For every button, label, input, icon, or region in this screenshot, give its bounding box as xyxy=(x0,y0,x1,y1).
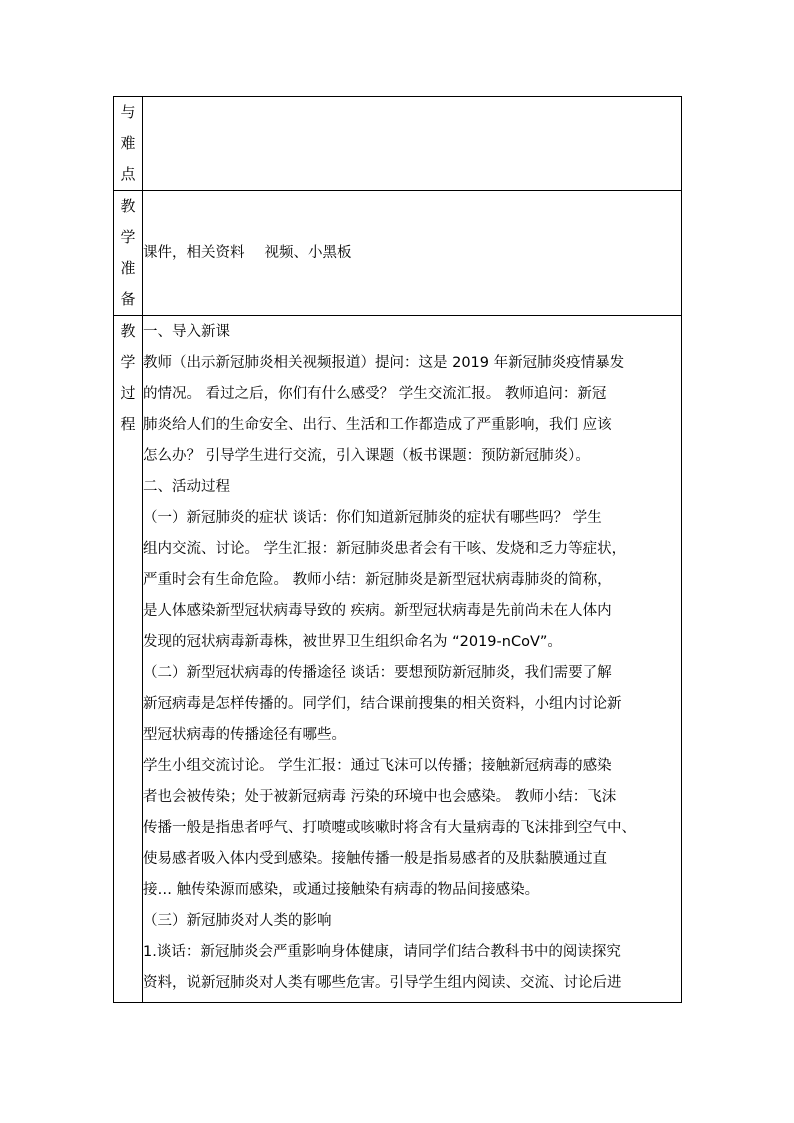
table-row-teaching-process xyxy=(114,316,682,1003)
paragraph-line: 怎么办？ 引导学生进行交流，引入课题（板书课题：预防新冠肺炎）。 xyxy=(143,448,590,464)
label-char: 准 xyxy=(120,259,136,277)
paragraph-line: 严重时会有生命危险。 教师小结：新冠肺炎是新型冠状病毒肺炎的简称， xyxy=(143,572,612,588)
row-content-process xyxy=(143,316,682,1003)
paragraph-line: 组内交流、讨论。 学生汇报：新冠肺炎患者会有干咳、发烧和乏力等症状， xyxy=(143,541,627,557)
paragraph-line: 接… 触传染源而感染，或通过接触染有病毒的物品间接感染。 xyxy=(143,882,540,898)
paragraph-line: （一）新冠肺炎的症状 谈话：你们知道新冠肺炎的症状有哪些吗？ 学生 xyxy=(143,510,602,526)
paragraph-line: 资料，说新冠肺炎对人类有哪些危害。引导学生组内阅读、交流、讨论后进 xyxy=(143,975,622,991)
label-char: 程 xyxy=(120,415,136,433)
section-heading-intro: 一、导入新课 xyxy=(143,324,230,340)
paragraph-line: 1.谈话：新冠肺炎会严重影响身体健康，请同学们结合教科书中的阅读探究 xyxy=(143,944,621,960)
label-char: 学 xyxy=(120,228,136,246)
label-char: 教 xyxy=(120,197,136,215)
paragraph-line: （三）新冠肺炎对人类的影响 xyxy=(143,913,332,929)
paragraph-line: （二）新型冠状病毒的传播途径 谈话：要想预防新冠肺炎，我们需要了解 xyxy=(143,665,612,681)
paragraph-line: 型冠状病毒的传播途径有哪些。 xyxy=(143,727,346,743)
paragraph-line: 学生小组交流讨论。 学生汇报：通过飞沫可以传播；接触新冠病毒的感染 xyxy=(143,758,612,774)
row-label-difficulties xyxy=(114,97,143,191)
paragraph-line: 教师（出示新冠肺炎相关视频报道）提问：这是 2019 年新冠肺炎疫情暴发 xyxy=(143,355,625,371)
label-char: 难 xyxy=(120,134,136,152)
table-row-key-difficult-points xyxy=(114,97,682,191)
row-label-preparation xyxy=(114,191,143,316)
section-heading-activities: 二、活动过程 xyxy=(143,479,230,495)
label-char: 备 xyxy=(120,290,136,308)
lesson-plan-table xyxy=(113,96,682,1003)
preparation-media: 视频、小黑板 xyxy=(264,244,352,261)
paragraph-line: 新冠病毒是怎样传播的。同学们，结合课前搜集的相关资料，小组内讨论新 xyxy=(143,696,622,712)
paragraph-line: 使易感者吸入体内受到感染。接触传播一般是指易感者的及肤黏膜通过直 xyxy=(143,851,607,867)
paragraph-line: 是人体感染新型冠状病毒导致的 疾病。新型冠状病毒是先前尚未在人体内 xyxy=(143,603,612,619)
paragraph-line: 传播一般是指患者呼气、打喷嚏或咳嗽时将含有大量病毒的飞沫排到空气中、 xyxy=(143,820,636,836)
label-char: 过 xyxy=(120,384,136,402)
paragraph-line: 肺炎给人们的生命安全、出行、生活和工作都造成了严重影响，我们 应该 xyxy=(143,417,612,433)
row-content-difficulties xyxy=(143,97,682,191)
paragraph-line: 的情况。 看过之后，你们有什么感受？ 学生交流汇报。 教师追问：新冠 xyxy=(143,386,607,402)
label-char: 点 xyxy=(120,165,136,183)
preparation-materials: 课件，相关资料 xyxy=(143,244,245,261)
paragraph-line: 发现的冠状病毒新毒株，被世界卫生组织命名为 “2019-nCoV”。 xyxy=(143,634,562,650)
label-char: 教 xyxy=(120,322,136,340)
row-content-preparation xyxy=(143,191,682,316)
label-char: 与 xyxy=(120,103,136,121)
label-char: 学 xyxy=(120,353,136,371)
table-row-teaching-preparation xyxy=(114,191,682,316)
row-label-process xyxy=(114,316,143,1003)
paragraph-line: 者也会被传染；处于被新冠病毒 污染的环境中也会感染。 教师小结：飞沫 xyxy=(143,789,617,805)
